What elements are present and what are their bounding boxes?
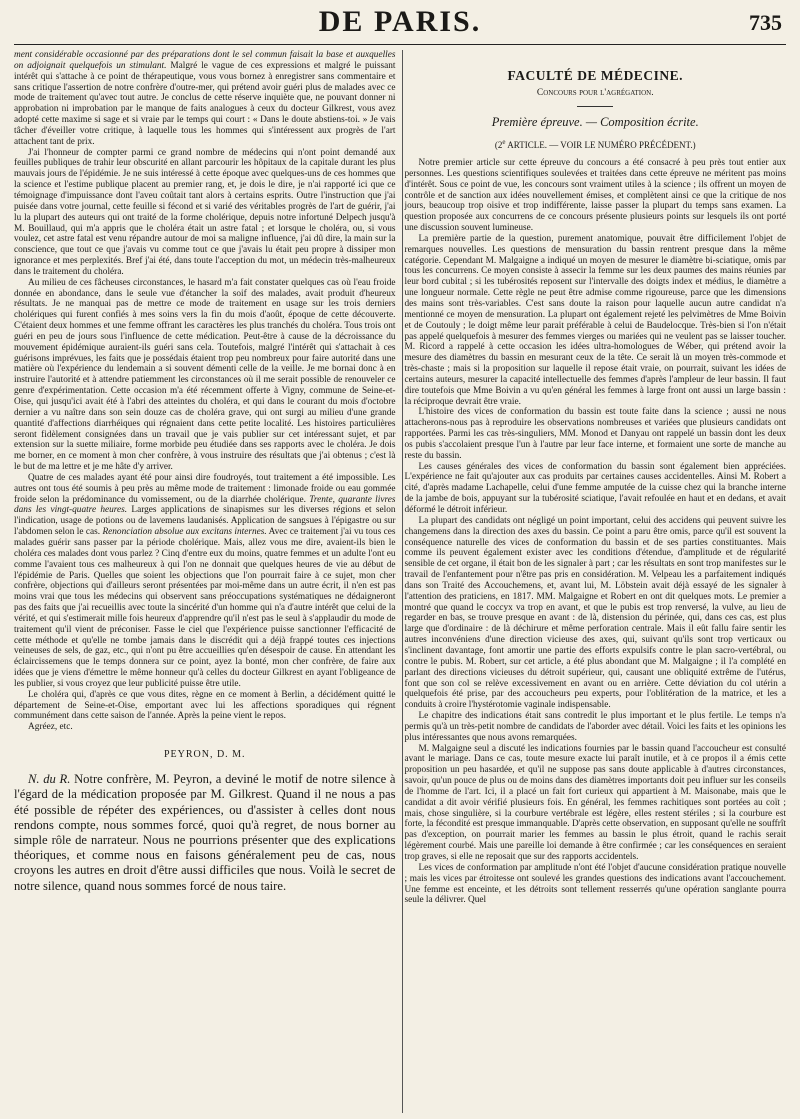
editor-note: [14, 772, 396, 894]
article-ref-start: (2: [494, 140, 503, 150]
two-column-body: [14, 50, 786, 1113]
paragraph: [14, 473, 396, 690]
running-head: [14, 0, 786, 45]
paragraph: [14, 50, 396, 148]
left-column: [14, 50, 403, 1113]
paragraph: La plupart des candidats ont négligé un point important, celui des accidens qui peuvent suivre les changemens dans la direction des axes du bassin. Ce point a paru être omis, parce qu'il est souvent la conséquence naturelle des vices de conformation du bassin et de ses parties constituantes. Mais comme ils peuvent également exister avec les conditions d'étendue, d'amplitude et de régularité sensible de cet organe, il était bon de les signaler à part ; car les résultats en sont trop manifestes sur le travail de l'enfantement pour n'être pas pris en considération. M. Velpeau les a parfaitement indiqués dans son Traité des Accouchemens, et, avant lui, M. Löbstein avait déjà essayé de les signaler à l'attention des praticiens, en 1817. MM. Malgaigne et Robert en ont dit quelques mots. Le premier a montré que quand le coccyx va trop en avant, et que le pubis est trop renversé, la vulve, au lieu de regarder en bas, se trouve presque en avant : de là, distension du périnée, qui, dans ces cas, est plus large que d'ordinaire : de là déchirure et même perforation centrale. Mais il eût fallu faire sentir les autres inconvéniens d'une direction vicieuse des axes, qui, suivant qu'ils sont trop verticaux ou s'inclinent davantage, font amortir une partie des efforts expulsifs contre le plan sacro-vertébral, ou contre le pubis. M. Robert, sur cet article, a été plus abondant que M. Malgaigne ; il l'a complété en parlant des directions vicieuses du détroit supérieur, qui, causant une obliquité extrême de l'utérus, font que son col se relève excessivement en avant ou en arrière. Cette déviation du col utérin a quelquefois été prise, par des accoucheurs peu experts, pour l'oblitération de la matrice, et les a conduits à croire l'hystérotomie vaginale indispensable.: [404, 515, 786, 711]
divider: [577, 106, 613, 107]
article-reference: [405, 138, 787, 150]
signature: PEYRON, D. M.: [163, 749, 246, 761]
italic-phrase: Renonciation absolue aux excitans internes.: [102, 527, 267, 538]
paragraph: Les vices de conformation par amplitude n'ont été l'objet d'aucune considération pratique nouvelle ; mais les vices par étroitesse ont soulevé les grandes questions des indications avant l'accouchement. Une femme est enceinte, et les détroits sont tellement resserrés qu'une opération sanglante pourra seule la délivrer. Quel: [404, 862, 786, 906]
paragraph: Le chapitre des indications était sans contredit le plus important et le plus fertile. Le temps n'a permis qu'à un très-petit nombre de candidats de l'aborder avec détail. Voici les faits et les opinions les plus intéressantes que nous avons remarquées.: [404, 711, 786, 743]
paragraph: Les causes générales des vices de conformation du bassin sont également bien appréciées. L'expérience ne fait qu'ajouter aux cas produits par certaines causes accidentelles. Ainsi M. Robert a cité, d'après madame Lachapelle, celui d'une femme amputée de la cuisse chez qui la branche interne de la jambe de bois, appuyant sur la tubérosité sciatique, l'avait refoulée en haut et en dedans, et avait déformé le détroit inférieur.: [404, 461, 786, 515]
italic-phrase: ment considérable occasionné par des préparations dont le sel commun faisait la base et auxquelles on adjoignait quelquefois un stimulant.: [14, 50, 396, 71]
italic-phrase: Trente, quarante livres dans les vingt-quatre heures.: [14, 494, 396, 516]
paragraph: Notre premier article sur cette épreuve du concours a été consacré à peu près tout entier aux personnes. Les questions scientifiques soulevées et traitées dans cette épreuve ne méritent pas moins d'intérêt. Sous ce point de vue, les concours sont vraiment utiles à la science ; ils offrent un moyen de contrôle et de sanction aux idées nouvellement émises, et complètent ainsi ce que la critique de nos jours, beaucoup trop oisive et trop indifférente, laisse passer la plupart du temps sans examen. La question proposée aux concurrens de ce concours présente plusieurs points sur lesquels ils ont porté une discussion souvent lumineuse.: [404, 158, 786, 234]
paragraph-text: Quatre de ces malades ayant été pour ainsi dire foudroyés, tout traitement a été impossible. Les autres ont tous été soumis à peu près au même mode de traitement : limonade froide ou eau gommée froide selon la prédominance du vomissement, ou de la diarrhée cholérique.: [14, 472, 396, 505]
section-title: FACULTÉ DE MÉDECINE.: [507, 68, 683, 83]
paragraph: Au milieu de ces fâcheuses circonstances, le hasard m'a fait constater quelques cas où l'eau froide donnée en abondance, dans le seule vue d'étancher la soif des malades, avait produit d'heureux résultats. Je ne manquai pas de mettre ce mode de traitement en usage sur les trois derniers cholériques qui furent confiés à mes soins vers la fin du mois d'août, époque de cette découverte. C'étaient deux hommes et une femme offrant les caractères les plus tranchés du choléra. Tous trois ont guéri en peu de jours sous l'influence de cette médication. Peut-être à cause de la décroissance du mouvement épidémique auraient-ils guéri sans cela. Toutefois, malgré l'intérêt qui s'attachait à ces guérisons imprévues, les faits que je possédais étaient trop peu nombreux pour faire autorité dans une matière où l'expérience du lendemain a si souvent démenti celle de la veille. Je me bornai donc à en instruire l'autorité et à attendre patiemment les circonstances où il me serait possible de renouveler ce genre d'expérimentation. Cette occasion m'a été récemment offerte à Vigny, commune de Seine-et-Oise, qui jusqu'ici avait été à l'abri des atteintes du choléra, et qui dans le courant du mois d'octobre dernier a vu naître dans son sein douze cas de choléra grave, qui ont surgi au milieu d'une grande quantité d'affections diarrhéiques qui régnaient dans cette petite localité. Les histoires particulières seront fidèlement consignées dans un travail que je vais publier sur cet intéressant sujet, et par extension sur la suette miliaire, forme morbide peu étudiée dans ses rapports avec le choléra. Je dois me borner, en ce moment à mon cher confrère, à vous instruire des résultats que j'ai obtenus ; c'est là le but de ma lettre et je me hâte d'y arriver.: [14, 277, 396, 473]
right-column: [403, 50, 787, 1113]
subheading: Première épreuve. — Composition écrite.: [491, 115, 699, 129]
page-number: 735: [749, 10, 782, 35]
section-subtitle: Concours pour l'agrégation.: [536, 88, 654, 98]
closing-line: Agréez, etc.: [28, 722, 73, 733]
article-ref-end: ARTICLE. — VOIR LE NUMÉRO PRÉCÉDENT.): [505, 140, 696, 150]
running-title: DE PARIS.: [318, 5, 482, 38]
paragraph: M. Malgaigne seul a discuté les indications fournies par le bassin quand l'accoucheur est consulté avant le mariage. Dans ce cas, toute mesure exacte lui paraît inutile, et à ce propos il a émis cette proposition un peu hasardée, et qu'il ne suppose pas sans doute applicable à d'autres circonstances, savoir, qu'un pouce de plus ou de moins dans des diamètres importants doit peu influer sur les conseils de l'homme de l'art. Ici, il a placé un fait fort curieux qui appartient à M. Maisonabe, mais que le candidat a dit avoir vérifié plusieurs fois. En général, les femmes rachitiques sont portées au coït ; mais, chose singulière, si la courbure vertébrale est légère, elles restent stériles ; si la courbure est forte, la fécondité est presque immanquable. D'après cette observation, en supposant qu'elle ne souffrît pas d'exception, on pourrait marier les femmes au bassin le plus étroit, quand le rachis serait légèrement courbé. Mais une pareille loi demande à être confirmée ; car les conséquences en seraient trop graves, si elle ne reposait que sur des rapports accidentels.: [404, 743, 786, 862]
editor-note-lead: N. du R.: [28, 772, 71, 787]
paragraph-text: Avec ce traitement j'ai vu tous ces malades guérir sans passer par la période cholérique. Mais, allez vous me dire, avaient-ils bien le choléra ces malades dont vous parlez ? Cinq d'entre eux du moins, quatre femmes et un adulte l'ont eu comme l'avaient tous ces malheureux à qui l'on ne donnait que quelques heures de vie au début de l'épidémie de Paris. Quelles que soient les objections que l'on pourrait faire à ce sujet, mon cher confrère, objections qui d'ailleurs seront présentées par moi-même dans un autre écrit, il n'en est pas moins vrai que tous les médecins qui observent sans préoccupations systématiques ne dédaigneront pas des faits que j'ai recueillis avec toute la sincérité d'un homme qui n'a d'autre intérêt que celui de la vérité, et qui s'estimerait mille fois heureux d'apprendre qu'il n'est pas le seul à s'applaudir du mode de traitement qu'il vient de préconiser. Fasse le ciel que l'expérience puisse sanctionner l'efficacité de cette méthode et qu'elle ne tombe jamais dans le discrédit qui a déjà frappé toutes ces injections veineuses de sels, de gaz, etc., qui n'ont pu être accueillies qu'en désespoir de cause. En attendant les éclaircissemens que le temps donnera sur ce point, ayez la bonté, mon cher confrère, de faire aux idées que je viens d'émettre le même honneur qu'à celles du docteur Gilkrest en ayant l'obligeance de les publier, si vous croyez que leur publicité puisse être utile.: [14, 527, 396, 689]
paragraph: La première partie de la question, purement anatomique, pouvait être difficilement l'objet de remarques nouvelles. Les questions de mensuration du bassin rentrent presque dans la même catégorie. Cependant M. Malgaigne a indiqué un moyen de mesurer le diamètre bi-sciatique, omis par tous les concurrens. Ce moyen consiste à assecir la femme sur les deux paumes des mains réunies par leur bord cubital ; si les tubérosités reposent sur l'intervalle des doigts index et médius, le diamètre a une longueur normale. Cette règle ne peut être admise comme rigoureuse, parce que les dimensions des mains sont très-variables. C'est sans doute la raison pour laquelle aucun autre candidat n'a mentionné ce moyen de mensuration. La plupart ont également rejeté les pelvimètres de Mme Boivin et de Coutouly ; le doigt même leur parait préférable à celui de Baudelocque. Très-bien si l'on n'était pas appelé quelquefois à mesurer des femmes vierges ou mariées qui ne veulent pas se laisser toucher. M. Ricord a rappelé à cette occasion les idées ultra-homologues de Wéber, qui prétend avoir la mesure des diamètres du bassin en mesurant ceux de la tête. Ce serait là un moyen très-commode et très-chaste ; mais si la proposition sur laquelle il repose était vraie, on pourrait, suivant les idées de certains auteurs, mesurer la capacité intellectuelle des femmes d'après l'ampleur de leur bassin. Il faut dire toutefois que Mme Boivin a vu qu'en général les femmes à large front ont aussi un large bassin : la réciproque devrait être vraie.: [404, 233, 786, 407]
article-ref-sup: e: [502, 138, 506, 146]
paragraph-text: Larges applications de sinapismes sur les diverses régions et selon l'indication, usage de potions ou de lavemens laudanisés. Application de sangsues à l'épigastre ou sur l'abdomen selon le cas.: [14, 505, 396, 538]
paragraph-text: Malgré le vague de ces expressions et malgré le puissant intérêt qui s'attache à ce point de thérapeutique, vous vous bornez à enregistrer sans commentaire et sans critique l'assertion de notre confrère d'outre-mer, qui prétend avoir guéri plus de malades avec ce mode de traitement qu'avec tout autre. Je conclus de cette réserve inquiète que, ne pouvant donner ni approbation ni improbation par le manque de faits analogues à ceux du docteur Gilkrest, vous avez adopté cette maxime si sage et si vraie par le temps qui court : « Dans le doute abstiens-toi. » Je vais tâcher d'éveiller votre critique, à laquelle tous les hommes qui s'intéressent aux progrès de l'art attachent tant de prix.: [14, 60, 396, 147]
paragraph: Le choléra qui, d'après ce que vous dites, règne en ce moment à Berlin, a décidément quitté le département de Seine-et-Oise, emportant avec lui les affections sporadiques qui régnent communément dans cette saison de l'année. Après la peine vient le repos.: [14, 689, 396, 722]
paragraph: J'ai l'honneur de compter parmi ce grand nombre de médecins qui n'ont point demandé aux feuilles publiques de trahir leur obscurité en allant parcourir les hôpitaux de la capitale durant les plus mauvais jours de l'épidémie. Je ne suis intéressé à cette époque avec quelques-uns de ces hommes que la science et l'estime publique placent au premier rang, et, je dois le dire, je n'ai rapporté ici que ce témoignage d'impuissance dont l'aveu coûtait tant alors à certains esprits. Outre l'instruction que j'ai puisée dans votre journal, cette feuille si fécond et si varié des véritables progrès de l'art de guérir, j'ai lu la plupart des auteurs qui ont traité de la forme cholérique, depuis notre infortuné Delpech jusqu'à M. Bouillaud, qui m'a appris que le choléra était un astre fatal ; et lorsque le choléra, ou, si vous voulez, cet astre fatal est venu répandre autour de moi sa maligne influence, j'ai dû dire, la main sur la conscience, que tout ce que j'avais vu comme tout ce que j'avais lu était peu propre à dissiper mon ignorance et mes perplexités. Bref j'ai été, dans toute l'acception du mot, un médecin très-malheureux dans le traitement du choléra.: [14, 147, 396, 277]
editor-note-text: Notre confrère, M. Peyron, a deviné le motif de notre silence à l'égard de la médication proposée par M. Gilkrest. Quand il ne nous a pas été possible de répéter des expériences, ou d'assister à celles dont nous rendons compte, nous sommes forcé, quoi qu'à regret, de nous borner au simple rôle de narrateur. Nous ne pourrions présenter que des explications théoriques, et comme nous en faisons généralement peu de cas, nous croyons les autres en droit d'être aussi difficiles que nous. Voilà le secret de notre silence, quand nous sommes forcé de nous taire.: [14, 772, 396, 893]
paragraph: L'histoire des vices de conformation du bassin est toute faite dans la science ; aussi ne nous attacherons-nous pas à reproduire les observations nombreuses et variées que plusieurs candidats ont rapportées. Parmi les cas très-singuliers, MM. Monod et Danyau ont rappelé un bassin dont les deux os pubis s'accolaient presque l'un à l'autre par leur face interne, et formaient une sorte de manche au reste du bassin.: [404, 407, 786, 461]
